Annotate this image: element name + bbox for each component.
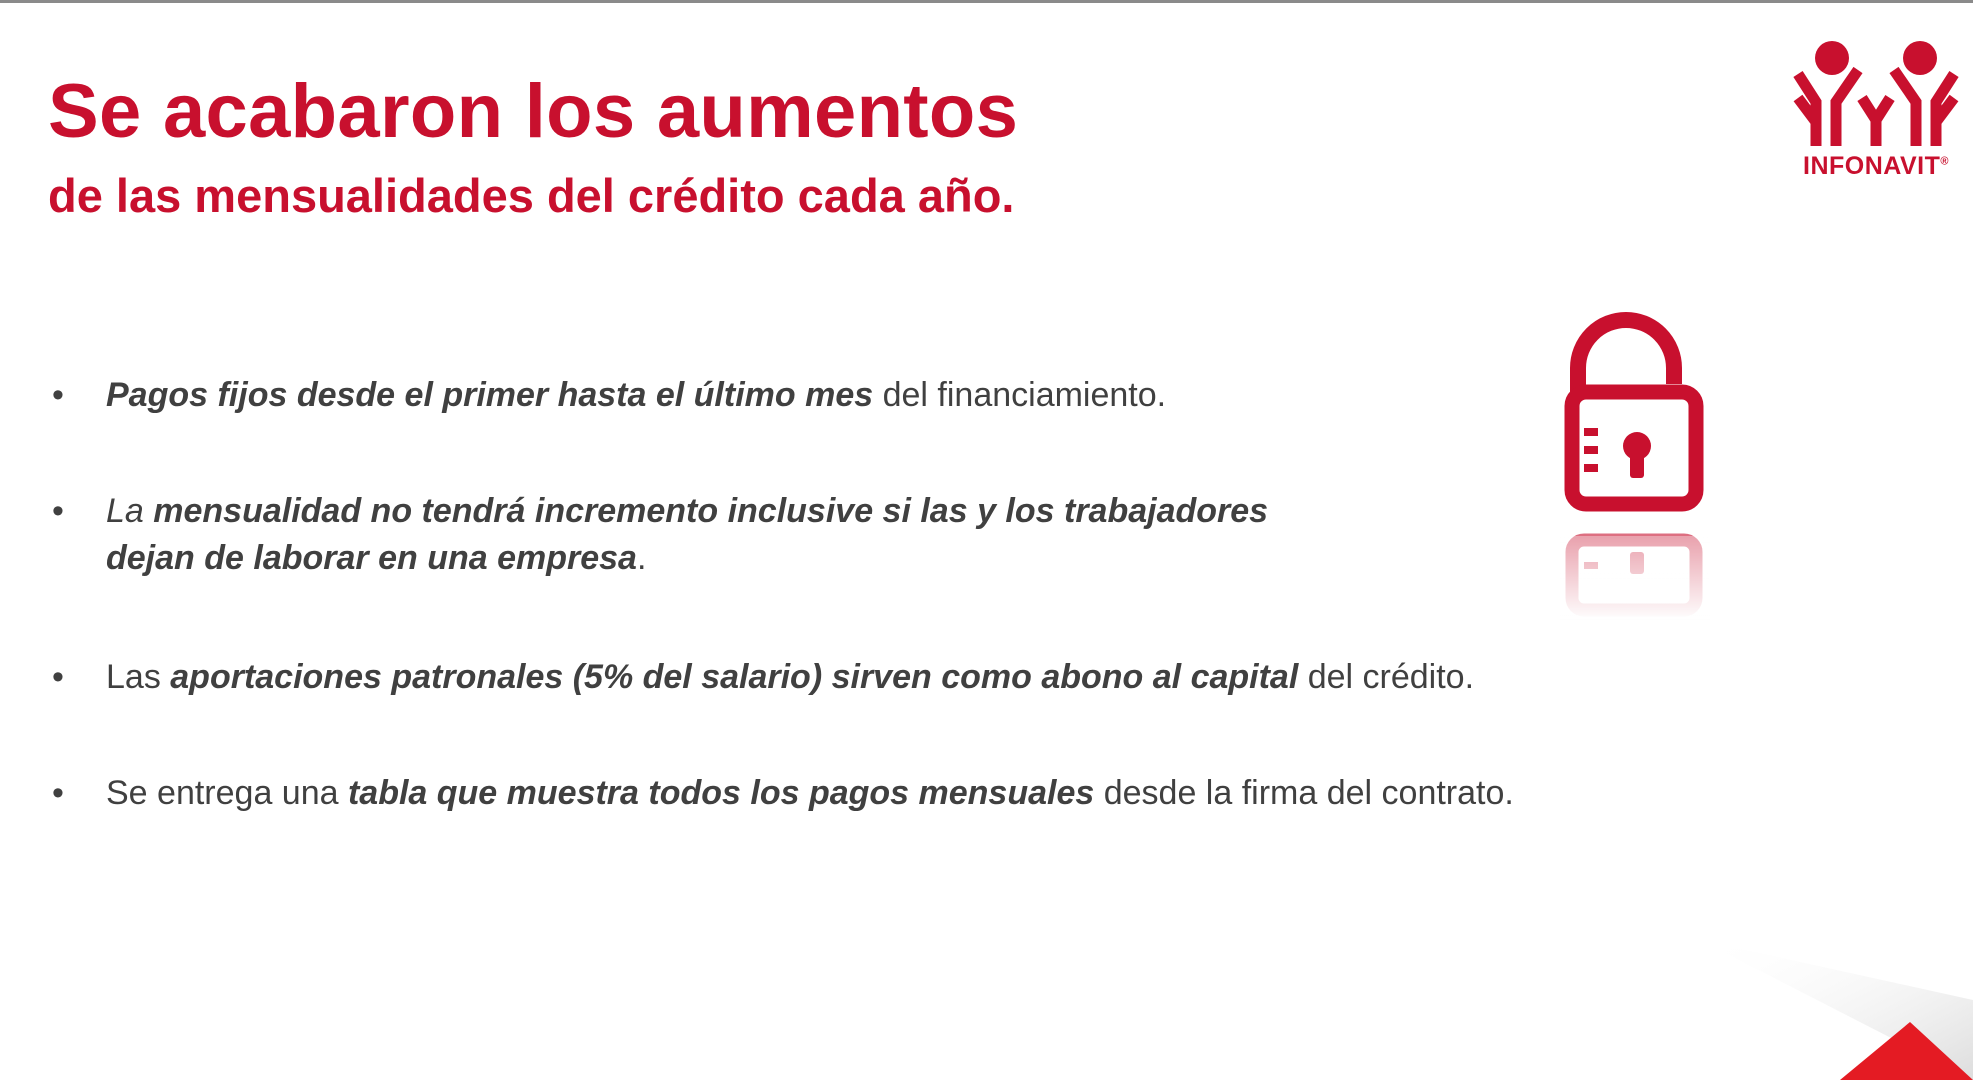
bullet-dot: •: [52, 492, 64, 530]
bullet-4-lead: Se entrega una: [106, 774, 348, 812]
logo-wordmark: [1788, 152, 1964, 181]
bullet-2-emphasis-line2: dejan de laborar en una empresa: [106, 539, 637, 577]
logo-registered-mark: ®: [1940, 155, 1949, 168]
bullet-2-period: .: [636, 539, 647, 577]
bullet-1-rest: del financiamiento.: [873, 376, 1167, 414]
infonavit-logo: [1788, 38, 1964, 186]
bullet-3-lead: Las: [106, 658, 171, 696]
bullet-text-3: [106, 654, 1474, 701]
slide-title: Se acabaron los aumentos: [48, 69, 1019, 154]
bullet-2-lead: La: [106, 492, 154, 530]
slide-subtitle: de las mensualidades del crédito cada año.: [48, 169, 1015, 222]
bullet-dot: •: [52, 658, 64, 696]
bullet-1-emphasis: Pagos fijos desde el primer hasta el último mes: [106, 376, 874, 414]
bullet-dot: •: [52, 774, 64, 812]
bullet-dot: •: [52, 376, 64, 414]
padlock-body: [1572, 392, 1696, 504]
bullet-text-4: [106, 770, 1514, 817]
bullet-text-1: [106, 372, 1166, 419]
top-rule: [0, 0, 1973, 3]
bullet-3-rest: del crédito.: [1298, 658, 1475, 696]
unlocked-padlock-icon: [1560, 300, 1710, 620]
bullet-2-emphasis-line1: mensualidad no tendrá incremento inclusive si las y los trabajadores: [153, 492, 1269, 530]
bullet-4-rest: desde la firma del contrato.: [1094, 774, 1514, 812]
corner-decoration: [1660, 940, 1973, 1080]
infonavit-logo-mark: [1788, 38, 1964, 150]
padlock-reflection: [1560, 536, 1710, 620]
logo-text: INFONAVIT: [1803, 152, 1941, 180]
bullet-3-emphasis: aportaciones patronales (5% del salario) sirven como abono al capital: [170, 658, 1299, 696]
bullet-4-emphasis: tabla que muestra todos los pagos mensuales: [347, 774, 1095, 812]
bullet-text-2: [106, 488, 1268, 582]
